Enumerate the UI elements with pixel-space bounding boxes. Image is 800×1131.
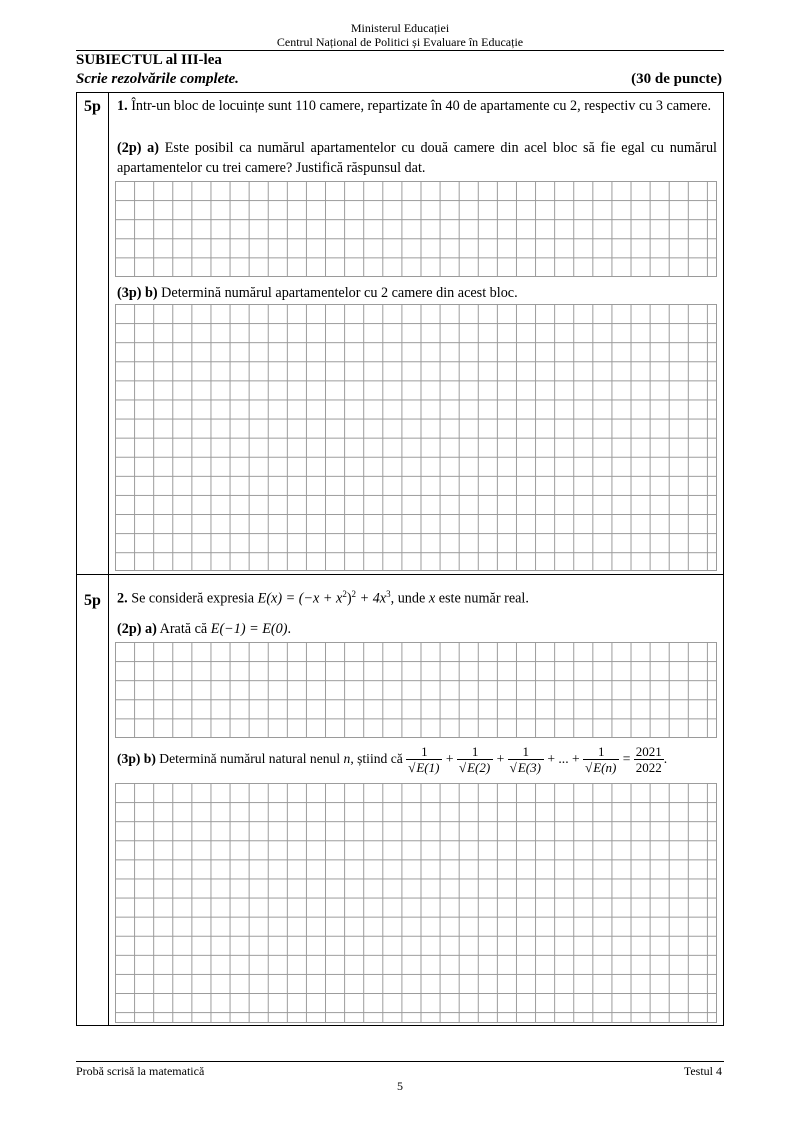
fraction-3-denominator: E(3) [517,760,541,776]
expression-body: (−x + x [298,590,343,607]
problem1-number: 1. [117,98,128,114]
problem2-part-b [117,741,722,777]
problem2-b-text2: , știind că [350,751,407,766]
problem2-a-text: Arată că [156,621,211,637]
fraction-2: $\frac{1}{√E(2)}$ [457,744,493,775]
fraction-n: $\frac{1}{√E(n)}$ [583,744,619,775]
plus-2: + [496,751,505,766]
expression-lhs: E(x) = [257,590,299,607]
problem1-b-text: Determină numărul apartamentelor cu 2 camere din acest bloc. [157,285,518,301]
variable-n: n [343,751,351,766]
problem2-b-label: (3p) b) [117,751,156,766]
fraction-1: $\frac{1}{√E(1)}$ [406,744,442,775]
problem1-b-label: (3p) b) [117,285,158,301]
footer-test-number: Testul 4 [683,1064,722,1078]
problem1-text: Într-un bloc de locuințe sunt 110 camere, repartizate în 40 de apartamente cu 2, respectiv cu 3 camere. [127,98,712,114]
problem1-points: 5p [84,98,101,115]
problem1-part-b [117,283,518,303]
answer-grid-1b[interactable] [115,304,717,571]
problem2-points: 5p [84,592,101,609]
answer-grid-2a[interactable] [115,642,717,738]
ministry-name: Ministerul Educației [350,21,450,35]
problem2-b-text: Determină numărul natural nenul [155,751,344,766]
result-denominator: 2022 [635,760,662,776]
problem2-text-end: este număr real. [435,590,529,607]
fraction-2-numerator: 1 [457,744,493,760]
fraction-n-numerator: 1 [583,744,619,760]
problem1-a-label: (2p) a) [117,140,159,156]
total-points: (30 de puncte) [631,71,722,87]
problem2-b-end: . [663,751,668,766]
variable-x: x [428,590,436,607]
fraction-1-numerator: 1 [406,744,442,760]
fraction-3: $\frac{1}{√E(3)}$ [508,744,544,775]
page-number: 5 [397,1079,403,1093]
result-numerator: 2021 [635,744,662,760]
plus-dots: + ... + [547,751,580,766]
problem2-text-pre: Se consideră expresia [127,590,258,607]
answer-grid-1a[interactable] [115,181,717,277]
fraction-2-denominator: E(2) [467,760,491,776]
problem2-a-label: (2p) a) [117,621,157,637]
points-column-divider [108,92,109,1026]
expression-close: ) [346,590,352,607]
plus-1: + [445,751,454,766]
problem2-statement [117,583,529,610]
problem2-text-post: , unde [390,590,429,607]
subject-title: SUBIECTUL al III-lea [76,52,222,68]
fraction-1-denominator: E(1) [416,760,440,776]
problem-divider [76,574,724,575]
exp3: 3 [386,589,391,599]
exp1: 2 [342,589,347,599]
problem2-part-a [117,619,291,639]
fraction-3-numerator: 1 [508,744,544,760]
fraction-n-denominator: E(n) [593,760,617,776]
subject-instruction: Scrie rezolvările complete. [76,71,239,87]
result-fraction [634,744,664,775]
footer-rule [76,1061,724,1062]
problem2-a-expr: E(−1) = E(0) [210,621,288,637]
problem2-number: 2. [117,590,128,607]
header-rule [76,50,724,51]
center-name: Centrul Național de Politici și Evaluare în Educație [276,35,524,49]
footer-exam-name: Probă scrisă la matematică [76,1064,205,1078]
expression-tail: + 4x [356,590,387,607]
exp2: 2 [351,589,357,599]
answer-grid-2b[interactable] [115,783,717,1023]
problem1-a-text: Este posibil ca numărul apartamentelor cu două camere din acel bloc să fie egal cu numărul apartamentelor cu trei camere? Justifică răspunsul dat. [117,140,717,176]
problem1-statement [117,96,717,116]
equals-sign: = [622,751,631,766]
problem1-part-a [117,138,717,178]
problem2-a-end: . [287,621,291,637]
